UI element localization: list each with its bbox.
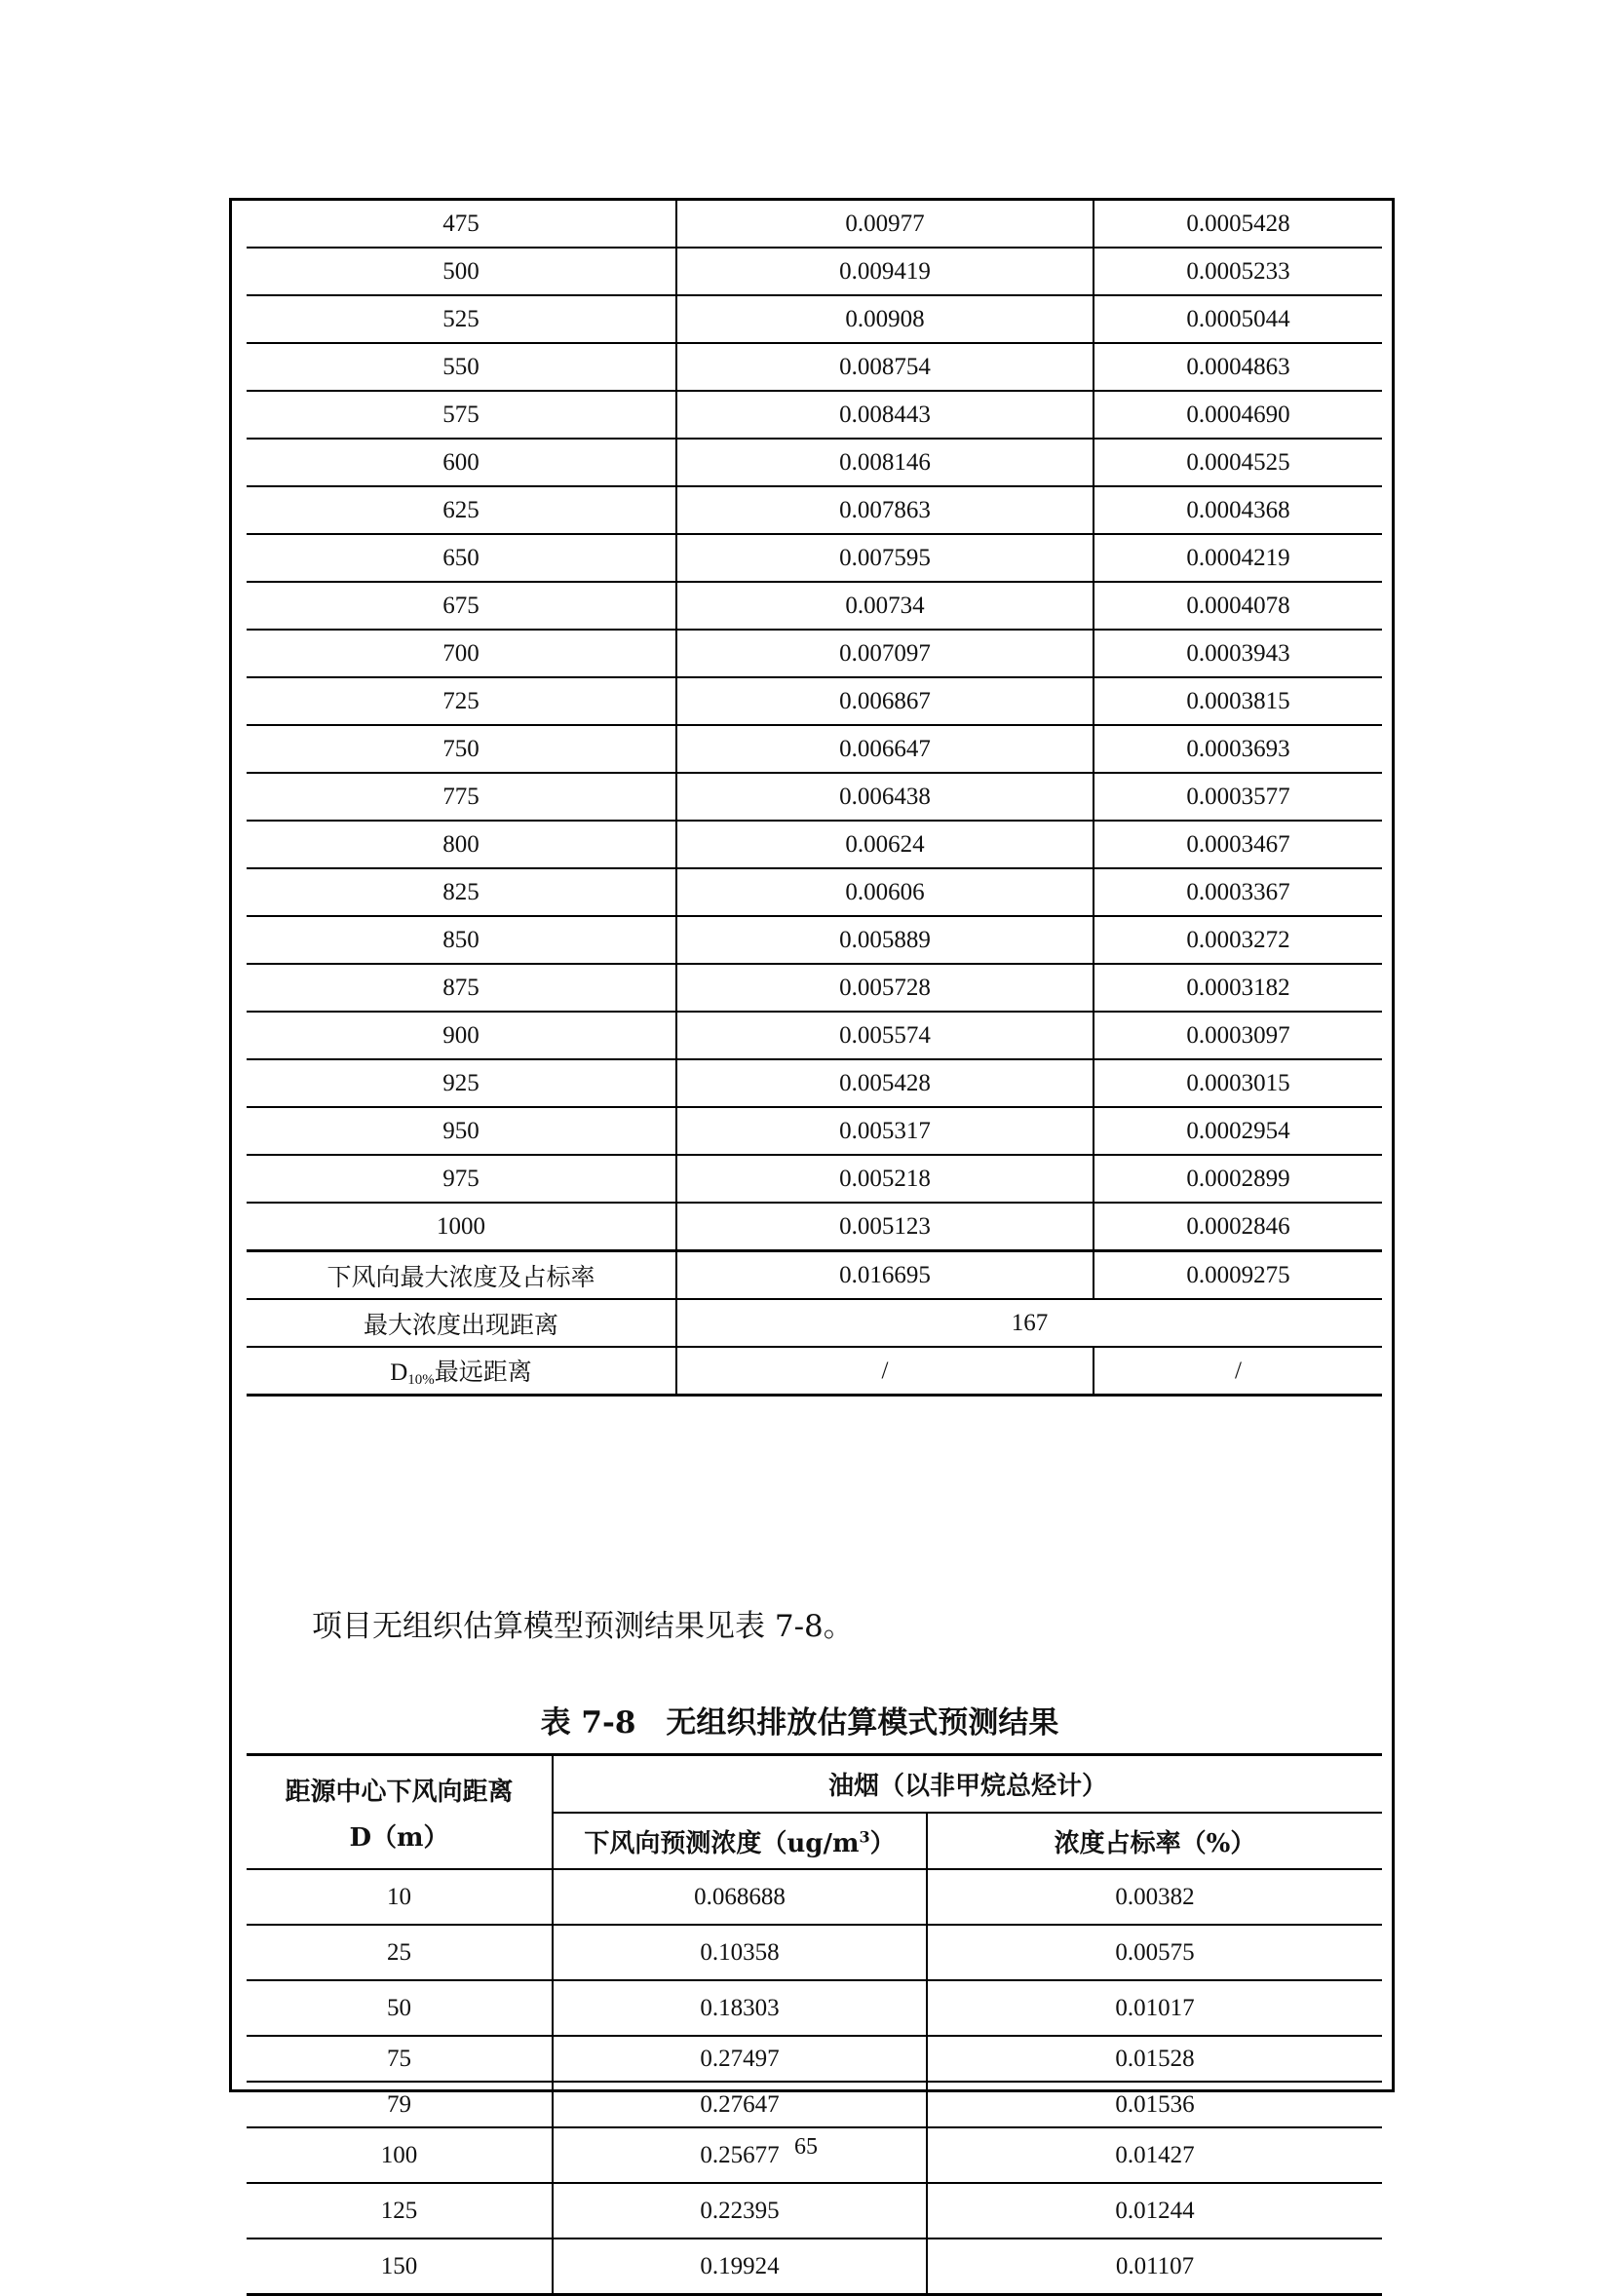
concentration-cell: 0.10358 — [553, 1925, 927, 1980]
table-row — [247, 868, 1382, 916]
table-row — [247, 1203, 1382, 1251]
concentration-cell: 0.00624 — [676, 821, 1094, 868]
table-7-8 — [247, 1753, 1382, 2296]
continued-results-table — [247, 201, 1382, 1397]
concentration-cell: 0.19924 — [553, 2239, 927, 2295]
max-distance-row — [247, 1299, 1382, 1347]
distance-cell: 79 — [247, 2082, 553, 2127]
concentration-cell: 0.00606 — [676, 868, 1094, 916]
distance-cell: 1000 — [247, 1203, 676, 1251]
ratio-cell: 0.0003943 — [1094, 630, 1382, 677]
distance-cell: 975 — [247, 1155, 676, 1203]
table-row — [247, 630, 1382, 677]
distance-cell: 700 — [247, 630, 676, 677]
ratio-cell: 0.0003577 — [1094, 773, 1382, 821]
table-row — [247, 486, 1382, 534]
ratio-cell: 0.0005428 — [1094, 201, 1382, 248]
table-row — [247, 534, 1382, 582]
d10-row-label: $D_{10\%}$最远距离 — [247, 1347, 676, 1396]
ratio-cell: 0.0002954 — [1094, 1107, 1382, 1155]
table-row — [247, 1059, 1382, 1107]
ratio-cell: 0.0003097 — [1094, 1012, 1382, 1059]
table-row — [247, 964, 1382, 1012]
ratio-cell: 0.0003815 — [1094, 677, 1382, 725]
concentration-cell: 0.005728 — [676, 964, 1094, 1012]
ratio-cell: 0.0003367 — [1094, 868, 1382, 916]
ratio-cell: 0.01244 — [927, 2183, 1382, 2239]
ratio-cell: 0.0002899 — [1094, 1155, 1382, 1203]
distance-cell: 875 — [247, 964, 676, 1012]
ratio-cell: 0.01107 — [927, 2239, 1382, 2295]
table-row — [247, 2082, 1382, 2127]
concentration-cell: 0.005574 — [676, 1012, 1094, 1059]
distance-cell: 950 — [247, 1107, 676, 1155]
ratio-cell: 0.00575 — [927, 1925, 1382, 1980]
concentration-cell: 0.007097 — [676, 630, 1094, 677]
table-row — [247, 2036, 1382, 2082]
ratio-cell: 0.0004690 — [1094, 391, 1382, 439]
distance-cell: 550 — [247, 343, 676, 391]
concentration-cell: 0.068688 — [553, 1869, 927, 1925]
distance-cell: 725 — [247, 677, 676, 725]
concentration-cell: 0.005889 — [676, 916, 1094, 964]
table-row — [247, 201, 1382, 248]
table-row — [247, 1925, 1382, 1980]
concentration-cell: 0.22395 — [553, 2183, 927, 2239]
table-row — [247, 582, 1382, 630]
table-row — [247, 2183, 1382, 2239]
concentration-cell: 0.007595 — [676, 534, 1094, 582]
concentration-cell: 0.006867 — [676, 677, 1094, 725]
ratio-cell: 0.01017 — [927, 1980, 1382, 2036]
table-row — [247, 2239, 1382, 2295]
concentration-cell: 0.006438 — [676, 773, 1094, 821]
ratio-cell: 0.00382 — [927, 1869, 1382, 1925]
concentration-cell: 0.00977 — [676, 201, 1094, 248]
header-ratio: 浓度占标率（%） — [927, 1813, 1382, 1869]
ratio-cell: 0.0003693 — [1094, 725, 1382, 773]
ratio-cell: 0.0003272 — [1094, 916, 1382, 964]
max-row-label: 下风向最大浓度及占标率 — [247, 1251, 676, 1300]
distance-cell: 475 — [247, 201, 676, 248]
table-row — [247, 1869, 1382, 1925]
concentration-cell: 0.00734 — [676, 582, 1094, 630]
concentration-cell: 0.005428 — [676, 1059, 1094, 1107]
ratio-cell: 0.01528 — [927, 2036, 1382, 2082]
d10-row-value-2: / — [1094, 1347, 1382, 1396]
distance-cell: 750 — [247, 725, 676, 773]
distance-cell: 10 — [247, 1869, 553, 1925]
table-row — [247, 439, 1382, 486]
distance-cell: 100 — [247, 2127, 553, 2183]
distance-cell: 900 — [247, 1012, 676, 1059]
ratio-cell: 0.0004525 — [1094, 439, 1382, 486]
page-number: 65 — [794, 2134, 818, 2160]
header-pollutant-group: 油烟（以非甲烷总烃计） — [553, 1755, 1382, 1814]
concentration-cell: 0.008443 — [676, 391, 1094, 439]
concentration-cell: 0.005123 — [676, 1203, 1094, 1251]
max-row-concentration: 0.016695 — [676, 1251, 1094, 1300]
ratio-cell: 0.0005044 — [1094, 295, 1382, 343]
body-paragraph: 项目无组织估算模型预测结果见表 7-8。 — [312, 1609, 854, 1644]
concentration-cell: 0.18303 — [553, 1980, 927, 2036]
distance-cell: 150 — [247, 2239, 553, 2295]
page-frame — [229, 198, 1395, 2279]
ratio-cell: 0.0004078 — [1094, 582, 1382, 630]
concentration-cell: 0.006647 — [676, 725, 1094, 773]
table-row — [247, 248, 1382, 295]
concentration-cell: 0.00908 — [676, 295, 1094, 343]
concentration-cell: 0.27647 — [553, 2082, 927, 2127]
distance-row-value: 167 — [676, 1299, 1382, 1347]
concentration-cell: 0.27497 — [553, 2036, 927, 2082]
distance-cell: 575 — [247, 391, 676, 439]
table-row — [247, 295, 1382, 343]
table-row — [247, 725, 1382, 773]
ratio-cell: 0.01536 — [927, 2082, 1382, 2127]
table-7-8-header-row-1 — [247, 1755, 1382, 1814]
table-row — [247, 916, 1382, 964]
table-caption: 表 7-8 无组织排放估算模式预测结果 — [540, 1705, 1059, 1741]
distance-cell: 125 — [247, 2183, 553, 2239]
distance-row-label: 最大浓度出现距离 — [247, 1299, 676, 1347]
distance-cell: 25 — [247, 1925, 553, 1980]
concentration-cell: 0.008146 — [676, 439, 1094, 486]
max-row-ratio: 0.0009275 — [1094, 1251, 1382, 1300]
distance-cell: 625 — [247, 486, 676, 534]
d10-row-value-1: / — [676, 1347, 1094, 1396]
distance-cell: 825 — [247, 868, 676, 916]
ratio-cell: 0.0003467 — [1094, 821, 1382, 868]
concentration-cell: 0.005317 — [676, 1107, 1094, 1155]
table-row — [247, 391, 1382, 439]
table-row — [247, 773, 1382, 821]
ratio-cell: 0.01427 — [927, 2127, 1382, 2183]
ratio-cell: 0.0002846 — [1094, 1203, 1382, 1251]
header-concentration: 下风向预测浓度$(ug/m^3)$ — [553, 1813, 927, 1869]
table-row — [247, 1107, 1382, 1155]
ratio-cell: 0.0004219 — [1094, 534, 1382, 582]
table-row — [247, 1012, 1382, 1059]
concentration-cell: 0.005218 — [676, 1155, 1094, 1203]
distance-cell: 50 — [247, 1980, 553, 2036]
concentration-cell: 0.009419 — [676, 248, 1094, 295]
distance-cell: 525 — [247, 295, 676, 343]
table-row — [247, 343, 1382, 391]
distance-cell: 650 — [247, 534, 676, 582]
distance-cell: 925 — [247, 1059, 676, 1107]
concentration-cell: 0.007863 — [676, 486, 1094, 534]
ratio-cell: 0.0003182 — [1094, 964, 1382, 1012]
table-row — [247, 1155, 1382, 1203]
max-concentration-row — [247, 1251, 1382, 1300]
distance-cell: 500 — [247, 248, 676, 295]
distance-cell: 800 — [247, 821, 676, 868]
concentration-cell: 0.25677 — [553, 2127, 927, 2183]
ratio-cell: 0.0005233 — [1094, 248, 1382, 295]
table-row — [247, 1980, 1382, 2036]
distance-cell: 775 — [247, 773, 676, 821]
table-row — [247, 677, 1382, 725]
distance-cell: 675 — [247, 582, 676, 630]
distance-cell: 75 — [247, 2036, 553, 2082]
ratio-cell: 0.0004863 — [1094, 343, 1382, 391]
header-distance: 距源中心下风向距离 D（m） — [247, 1755, 553, 1870]
concentration-cell: 0.008754 — [676, 343, 1094, 391]
d10-row — [247, 1347, 1382, 1396]
ratio-cell: 0.0003015 — [1094, 1059, 1382, 1107]
distance-cell: 850 — [247, 916, 676, 964]
table-row — [247, 821, 1382, 868]
ratio-cell: 0.0004368 — [1094, 486, 1382, 534]
distance-cell: 600 — [247, 439, 676, 486]
